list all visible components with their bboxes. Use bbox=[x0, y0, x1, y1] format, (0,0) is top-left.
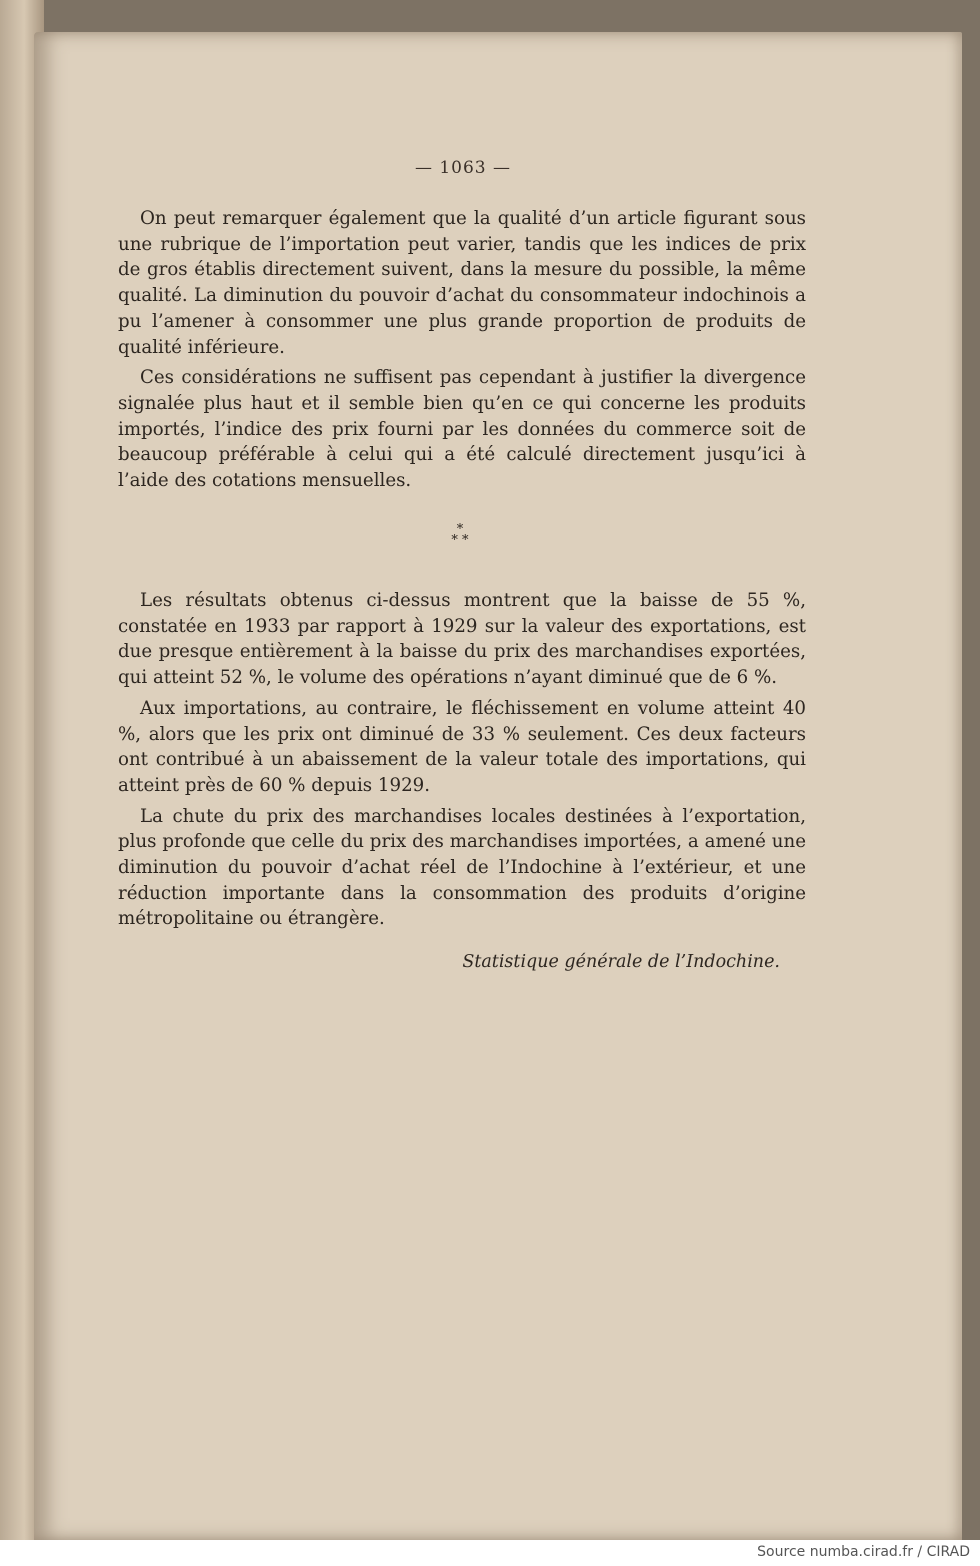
text-block-bottom bbox=[118, 588, 806, 932]
page-number: — 1063 — bbox=[414, 158, 512, 178]
paragraph: On peut remarquer également que la qualité d’un article figurant sous une rubrique de l’importation peut varier, tandis que les indices de prix de gros établis directement suivent, dans la mesure du possible, la même qualité. La diminution du pouvoir d’achat du consommateur indochinois a pu l’amener à consommer une plus grande proportion de produits de qualité inférieure. bbox=[118, 208, 806, 358]
asterism-separator bbox=[420, 524, 500, 546]
asterism-top: * bbox=[456, 522, 464, 537]
paragraph: Ces considérations ne suffisent pas cependant à justifier la divergence signalée plus haut et il semble bien qu’en ce qui concerne les produits importés, l’indice des prix fourni par les données du commerce soit de beaucoup préférable à celui qui a été calculé directement jusqu’ici à l’aide des cotations mensuelles. bbox=[118, 367, 806, 492]
source-credit-link[interactable]: Source numba.cirad.fr / CIRAD bbox=[757, 1544, 970, 1560]
paragraph: Les résultats obtenus ci-dessus montrent que la baisse de 55 %, constatée en 1933 par rapport à 1929 sur la valeur des exportations, est due presque entièrement à la baisse du prix des marchandises exportées, qui atteint 52 %, le volume des opérations n’ayant diminué que de 6 %. bbox=[118, 590, 806, 689]
author-signature: Statistique générale de l’Indochine. bbox=[462, 952, 780, 972]
paragraph: Aux importations, au contraire, le fléchissement en volume atteint 40 %, alors que les prix ont diminué de 33 % seulement. Ces deux facteurs ont contribué à un abaissement de la valeur totale des importations, qui atteint près de 60 % depuis 1929. bbox=[118, 697, 806, 796]
asterism-bottom: * * bbox=[451, 533, 469, 548]
text-block-top bbox=[118, 206, 806, 494]
paragraph: La chute du prix des marchandises locales destinées à l’exportation, plus profonde que celle du prix des marchandises importées, a amené une diminution du pouvoir d’achat réel de l’Indochine à l’extérieur, et une réduction importante dans la consommation des produits d’origine métropolitaine ou étrangère. bbox=[118, 805, 806, 930]
